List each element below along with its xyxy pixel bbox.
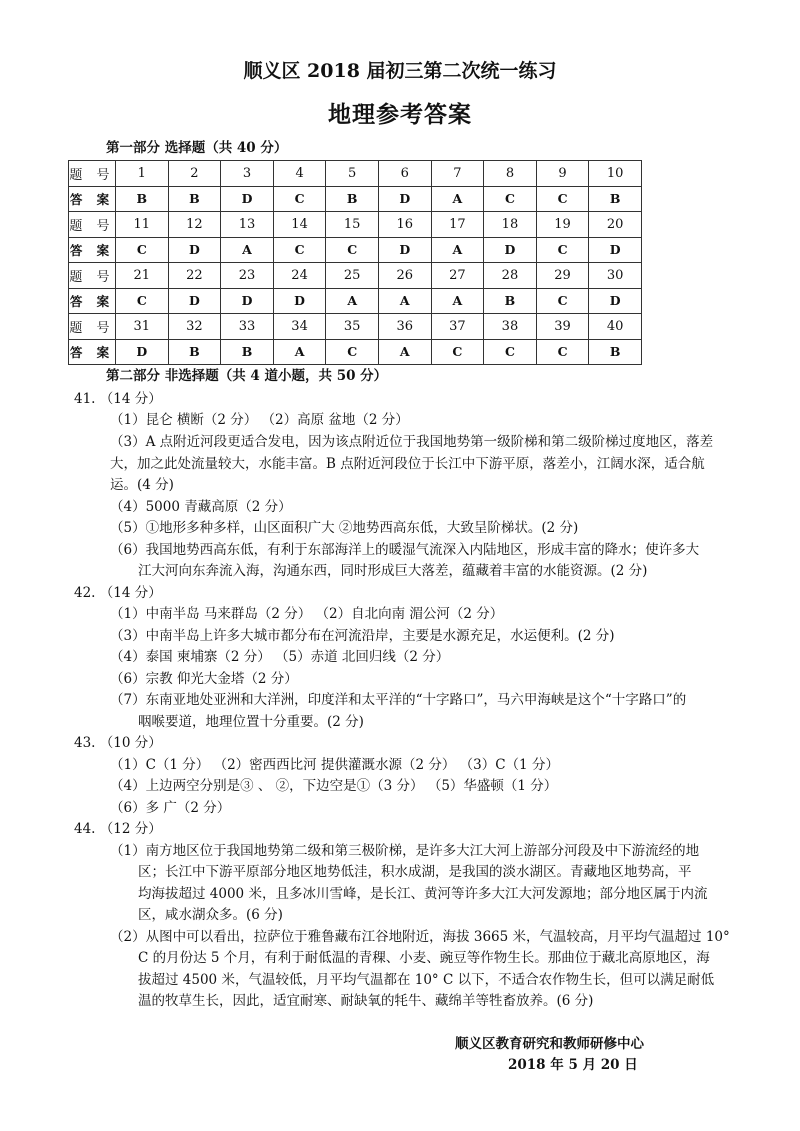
q44-line: （1）南方地区位于我国地势第二级和第三极阶梯，是许多大江大河上游部分河段及中下游流经的地 bbox=[110, 843, 700, 859]
question-number-cell: 2 bbox=[168, 161, 221, 187]
question-42-header: 42. （14 分） bbox=[74, 585, 162, 601]
question-number-cell: 31 bbox=[116, 314, 169, 340]
answer-cell: B bbox=[221, 339, 274, 365]
q43-line: （1）C（1 分） （2）密西西比河 提供灌溉水源（2 分） （3）C（1 分） bbox=[110, 757, 559, 773]
question-number-row bbox=[69, 314, 642, 340]
answer-cell: A bbox=[431, 186, 484, 212]
q44-line: 温的牧草生长，因此，适宜耐寒、耐缺氧的牦牛、藏绵羊等牲畜放养。(6 分) bbox=[138, 993, 594, 1009]
answer-cell: B bbox=[589, 339, 642, 365]
question-number-cell: 29 bbox=[536, 263, 589, 289]
question-number-cell: 14 bbox=[273, 212, 326, 238]
question-number-row bbox=[69, 263, 642, 289]
question-number-cell: 39 bbox=[536, 314, 589, 340]
q43-line: （6）多 广（2 分） bbox=[110, 800, 231, 816]
answer-cell: D bbox=[484, 237, 537, 263]
q42-line: （1）中南半岛 马来群岛（2 分） （2）自北向南 湄公河（2 分） bbox=[110, 606, 504, 622]
answer-cell: B bbox=[484, 288, 537, 314]
question-number-cell: 5 bbox=[326, 161, 379, 187]
question-number-cell: 40 bbox=[589, 314, 642, 340]
answer-cell: D bbox=[116, 339, 169, 365]
question-number-cell: 26 bbox=[378, 263, 431, 289]
question-44-header: 44. （12 分） bbox=[74, 821, 162, 837]
question-number-cell: 35 bbox=[326, 314, 379, 340]
q41-line: （4）5000 青藏高原（2 分） bbox=[110, 499, 292, 515]
answer-row bbox=[69, 186, 642, 212]
answer-cell: D bbox=[273, 288, 326, 314]
answer-cell: C bbox=[326, 339, 379, 365]
row-label: 答 案 bbox=[69, 339, 116, 365]
q41-line: （6）我国地势西高东低，有利于东部海洋上的暖湿气流深入内陆地区，形成丰富的降水；使许多大 bbox=[110, 542, 700, 558]
answer-cell: A bbox=[378, 339, 431, 365]
question-number-cell: 24 bbox=[273, 263, 326, 289]
page-title: 顺义区 2018 届初三第二次统一练习 bbox=[243, 60, 557, 82]
row-label: 题 号 bbox=[69, 314, 116, 340]
question-number-row bbox=[69, 212, 642, 238]
row-label: 题 号 bbox=[69, 161, 116, 187]
row-label: 题 号 bbox=[69, 263, 116, 289]
row-label: 题 号 bbox=[69, 212, 116, 238]
question-number-cell: 30 bbox=[589, 263, 642, 289]
answer-cell: B bbox=[116, 186, 169, 212]
answer-row bbox=[69, 237, 642, 263]
q44-line: C 的月份达 5 个月，有利于耐低温的青稞、小麦、豌豆等作物生长。那曲位于藏北高原地区，海 bbox=[138, 950, 710, 966]
answer-cell: C bbox=[536, 186, 589, 212]
q44-line: （2）从图中可以看出，拉萨位于雅鲁藏布江谷地附近，海拔 3665 米，气温较高，月平均气温超过 10° bbox=[110, 929, 730, 945]
page-subtitle: 地理参考答案 bbox=[328, 101, 472, 128]
q42-line: （4）泰国 柬埔寨（2 分） （5）赤道 北回归线（2 分） bbox=[110, 649, 450, 665]
question-number-cell: 12 bbox=[168, 212, 221, 238]
row-label: 答 案 bbox=[69, 288, 116, 314]
question-number-cell: 19 bbox=[536, 212, 589, 238]
answer-cell: D bbox=[589, 288, 642, 314]
part2-heading: 第二部分 非选择题（共 4 道小题，共 50 分） bbox=[106, 368, 388, 384]
answer-cell: B bbox=[168, 186, 221, 212]
answer-cell: A bbox=[431, 237, 484, 263]
footer-org: 顺义区教育研究和教师研修中心 bbox=[455, 1036, 644, 1052]
row-label: 答 案 bbox=[69, 186, 116, 212]
answer-cell: A bbox=[431, 288, 484, 314]
question-number-cell: 4 bbox=[273, 161, 326, 187]
answer-cell: A bbox=[378, 288, 431, 314]
question-41-header: 41. （14 分） bbox=[74, 391, 162, 407]
question-number-cell: 9 bbox=[536, 161, 589, 187]
answer-cell: C bbox=[326, 237, 379, 263]
question-number-cell: 6 bbox=[378, 161, 431, 187]
answer-cell: D bbox=[168, 288, 221, 314]
answer-cell: C bbox=[484, 339, 537, 365]
answer-cell: D bbox=[589, 237, 642, 263]
question-number-row bbox=[69, 161, 642, 187]
q41-line: 大，加之此处流量较大，水能丰富。B 点附近河段位于长江中下游平原，落差小，江阔水深，适合航 bbox=[110, 456, 705, 472]
answer-cell: B bbox=[168, 339, 221, 365]
q41-line: 江大河向东奔流入海，沟通东西，同时形成巨大落差，蕴藏着丰富的水能资源。(2 分) bbox=[138, 563, 648, 579]
question-number-cell: 37 bbox=[431, 314, 484, 340]
question-number-cell: 27 bbox=[431, 263, 484, 289]
question-number-cell: 10 bbox=[589, 161, 642, 187]
answer-cell: C bbox=[273, 186, 326, 212]
question-number-cell: 8 bbox=[484, 161, 537, 187]
q41-line: （3）A 点附近河段更适合发电，因为该点附近位于我国地势第一级阶梯和第二级阶梯过度地区，落差 bbox=[110, 434, 714, 450]
part1-heading: 第一部分 选择题（共 40 分） bbox=[106, 140, 288, 156]
answer-cell: A bbox=[221, 237, 274, 263]
answer-cell: B bbox=[326, 186, 379, 212]
q44-line: 均海拔超过 4000 米，且多冰川雪峰，是长江、黄河等许多大江大河发源地；部分地区属于内流 bbox=[138, 886, 708, 902]
question-number-cell: 33 bbox=[221, 314, 274, 340]
answer-cell: C bbox=[116, 237, 169, 263]
row-label: 答 案 bbox=[69, 237, 116, 263]
q42-line: （7）东南亚地处亚洲和大洋洲，印度洋和太平洋的“十字路口”，马六甲海峡是这个“十字路口”的 bbox=[110, 692, 687, 708]
q42-line: （3）中南半岛上许多大城市都分布在河流沿岸，主要是水源充足，水运便利。(2 分) bbox=[110, 628, 615, 644]
answer-cell: C bbox=[536, 288, 589, 314]
question-number-cell: 23 bbox=[221, 263, 274, 289]
question-number-cell: 13 bbox=[221, 212, 274, 238]
question-number-cell: 32 bbox=[168, 314, 221, 340]
q42-line: 咽喉要道，地理位置十分重要。(2 分) bbox=[138, 714, 364, 730]
question-number-cell: 38 bbox=[484, 314, 537, 340]
answer-cell: A bbox=[326, 288, 379, 314]
answer-cell: C bbox=[431, 339, 484, 365]
question-number-cell: 11 bbox=[116, 212, 169, 238]
q43-line: （4）上边两空分别是③ 、 ②，下边空是①（3 分） （5）华盛顿（1 分） bbox=[110, 778, 558, 794]
question-number-cell: 36 bbox=[378, 314, 431, 340]
answer-cell: D bbox=[168, 237, 221, 263]
answer-cell: D bbox=[221, 186, 274, 212]
answer-cell: C bbox=[536, 237, 589, 263]
q41-line: （1）昆仑 横断（2 分） （2）高原 盆地（2 分） bbox=[110, 412, 409, 428]
q44-line: 区；长江中下游平原部分地区地势低洼，积水成湖，是我国的淡水湖区。青藏地区地势高，平 bbox=[138, 864, 692, 880]
answer-table bbox=[68, 160, 642, 365]
question-number-cell: 21 bbox=[116, 263, 169, 289]
question-number-cell: 1 bbox=[116, 161, 169, 187]
answer-cell: D bbox=[378, 237, 431, 263]
question-number-cell: 3 bbox=[221, 161, 274, 187]
question-number-cell: 17 bbox=[431, 212, 484, 238]
answer-cell: D bbox=[378, 186, 431, 212]
footer-date: 2018 年 5 月 20 日 bbox=[508, 1057, 638, 1073]
q44-line: 拔超过 4500 米，气温较低，月平均气温都在 10° C 以下，不适合农作物生长，但可以满足耐低 bbox=[138, 972, 715, 988]
answer-cell: C bbox=[116, 288, 169, 314]
question-number-cell: 16 bbox=[378, 212, 431, 238]
answer-cell: A bbox=[273, 339, 326, 365]
question-number-cell: 18 bbox=[484, 212, 537, 238]
question-number-cell: 15 bbox=[326, 212, 379, 238]
answer-row bbox=[69, 288, 642, 314]
q41-line: 运。(4 分) bbox=[110, 477, 174, 493]
answer-cell: C bbox=[484, 186, 537, 212]
question-number-cell: 34 bbox=[273, 314, 326, 340]
question-number-cell: 20 bbox=[589, 212, 642, 238]
answer-cell: B bbox=[589, 186, 642, 212]
q41-line: （5）①地形多种多样，山区面积广大 ②地势西高东低，大致呈阶梯状。(2 分) bbox=[110, 520, 579, 536]
question-43-header: 43. （10 分） bbox=[74, 735, 162, 751]
answer-cell: D bbox=[221, 288, 274, 314]
answer-cell: C bbox=[273, 237, 326, 263]
q42-line: （6）宗教 仰光大金塔（2 分） bbox=[110, 671, 298, 687]
q44-line: 区，咸水湖众多。(6 分) bbox=[138, 907, 283, 923]
question-number-cell: 22 bbox=[168, 263, 221, 289]
answer-row bbox=[69, 339, 642, 365]
question-number-cell: 7 bbox=[431, 161, 484, 187]
question-number-cell: 28 bbox=[484, 263, 537, 289]
question-number-cell: 25 bbox=[326, 263, 379, 289]
answer-cell: C bbox=[536, 339, 589, 365]
